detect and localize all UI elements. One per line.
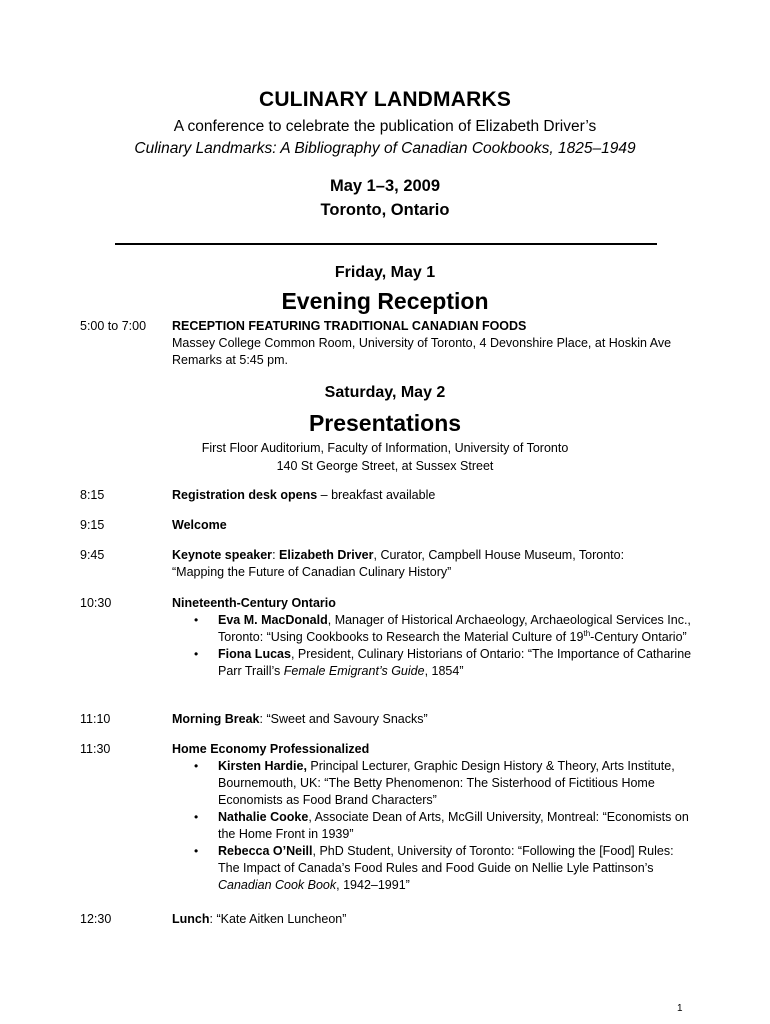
time-label: 8:15 bbox=[80, 488, 105, 502]
list-item bbox=[172, 843, 692, 894]
session-title: Home Economy Professionalized bbox=[172, 742, 370, 756]
event-body bbox=[172, 318, 692, 369]
conference-title: CULINARY LANDMARKS bbox=[258, 88, 512, 111]
time-label: 11:30 bbox=[80, 742, 111, 756]
speaker-name: Rebecca O’Neill bbox=[218, 844, 313, 858]
event-body bbox=[172, 595, 692, 680]
book-reference: Canadian Cook Book bbox=[218, 878, 337, 892]
speaker-detail-end: , 1942–1991” bbox=[336, 878, 410, 892]
speaker-list bbox=[172, 612, 692, 680]
time-label: 5:00 to 7:00 bbox=[80, 319, 147, 333]
speaker-name: Kirsten Hardie, bbox=[218, 759, 307, 773]
event-title: Lunch bbox=[172, 912, 210, 926]
event-detail: : “Kate Aitken Luncheon” bbox=[209, 912, 347, 926]
presentations-heading: Presentations bbox=[308, 410, 462, 436]
event-detail: : “Sweet and Savoury Snacks” bbox=[259, 712, 428, 726]
superscript: th bbox=[583, 628, 591, 638]
speaker-name: Eva M. MacDonald bbox=[218, 613, 328, 627]
event-body bbox=[172, 517, 692, 534]
event-body bbox=[172, 547, 692, 581]
event-detail: – breakfast available bbox=[317, 488, 436, 502]
time-label: 11:10 bbox=[80, 712, 111, 726]
event-body bbox=[172, 487, 692, 504]
speaker-name: Fiona Lucas bbox=[218, 647, 291, 661]
page-number: 1 bbox=[677, 1003, 683, 1014]
time-label: 12:30 bbox=[80, 912, 112, 926]
speaker-detail: , Manager of Historical Archaeology, Archaeological Services Inc., Toronto: “Using Cookbooks to Research the Material Culture of 19 bbox=[218, 613, 691, 644]
speaker-detail: , Associate Dean of Arts, McGill University, Montreal: “Economists on the Home Front in 1939” bbox=[218, 810, 689, 841]
keynote-label: Keynote speaker bbox=[172, 548, 273, 562]
saturday-venue-line1: First Floor Auditorium, Faculty of Information, University of Toronto bbox=[201, 441, 569, 455]
event-body bbox=[172, 911, 692, 928]
event-body bbox=[172, 741, 692, 894]
friday-day-heading: Friday, May 1 bbox=[334, 264, 436, 281]
time-label: 10:30 bbox=[80, 596, 112, 610]
speaker-name: Elizabeth Driver bbox=[279, 548, 374, 562]
conference-location: Toronto, Ontario bbox=[320, 201, 450, 219]
event-title: Registration desk opens bbox=[172, 488, 318, 502]
speaker-list bbox=[172, 758, 692, 894]
separator: : bbox=[272, 548, 280, 562]
speaker-detail: , PhD Student, University of Toronto: “Following the [Food] Rules: The Impact of Canada’s Food Rules and Food Guide on Nellie Lyle Pattinson’s bbox=[218, 844, 674, 875]
speaker-detail: Principal Lecturer, Graphic Design History & Theory, Arts Institute, Bournemouth, UK: “The Betty Phenomenon: The Sisterhood of Fictitious Home Economists as Food Brand Characters” bbox=[218, 759, 675, 807]
event-title: RECEPTION FEATURING TRADITIONAL CANADIAN FOODS bbox=[172, 319, 527, 333]
saturday-day-heading: Saturday, May 2 bbox=[324, 384, 446, 401]
saturday-venue-line2: 140 St George Street, at Sussex Street bbox=[276, 459, 494, 473]
book-reference: Female Emigrant’s Guide bbox=[283, 664, 425, 678]
event-body bbox=[172, 711, 692, 728]
speaker-detail-end: , 1854” bbox=[424, 664, 464, 678]
event-venue: Massey College Common Room, University of Toronto, 4 Devonshire Place, at Hoskin Ave bbox=[172, 336, 672, 350]
event-remarks: Remarks at 5:45 pm. bbox=[172, 353, 289, 367]
speaker-affiliation: , Curator, Campbell House Museum, Toronto: bbox=[373, 548, 625, 562]
list-item bbox=[172, 646, 692, 680]
conference-subtitle: A conference to celebrate the publication of Elizabeth Driver’s bbox=[173, 118, 597, 135]
session-title: Nineteenth-Century Ontario bbox=[172, 596, 336, 610]
event-title: Welcome bbox=[172, 518, 227, 532]
evening-reception-heading: Evening Reception bbox=[281, 288, 489, 314]
conference-dates: May 1–3, 2009 bbox=[329, 177, 441, 195]
list-item bbox=[172, 612, 692, 646]
list-item bbox=[172, 758, 692, 809]
speaker-name: Nathalie Cooke bbox=[218, 810, 309, 824]
time-label: 9:45 bbox=[80, 548, 105, 562]
header-divider bbox=[115, 243, 657, 245]
speaker-detail: , President, Culinary Historians of Ontario: “The Importance of Catharine Parr Traill’s bbox=[218, 647, 692, 678]
event-title: Morning Break bbox=[172, 712, 260, 726]
list-item bbox=[172, 809, 692, 843]
book-title: Culinary Landmarks: A Bibliography of Canadian Cookbooks, 1825–1949 bbox=[134, 140, 636, 157]
talk-title: “Mapping the Future of Canadian Culinary History” bbox=[172, 565, 452, 579]
speaker-detail-end: -Century Ontario” bbox=[590, 630, 687, 644]
time-label: 9:15 bbox=[80, 518, 105, 532]
